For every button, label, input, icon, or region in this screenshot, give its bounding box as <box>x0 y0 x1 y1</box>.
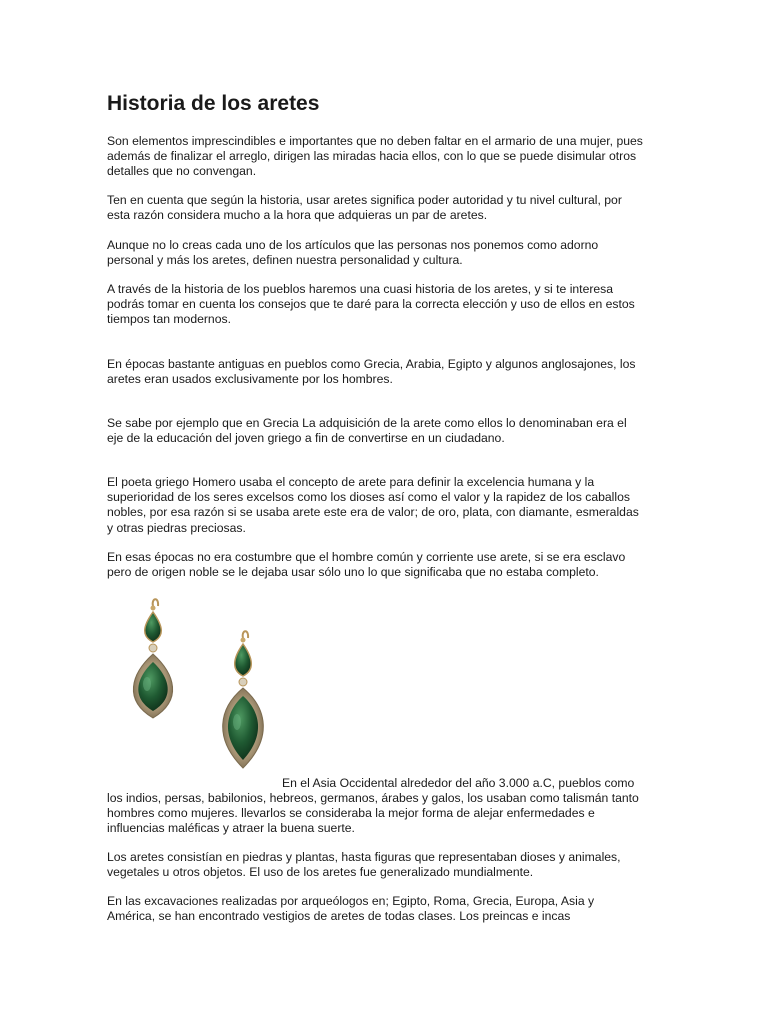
paragraph-1 <box>107 134 667 180</box>
text-line: aretes eran usados exclusivamente por los hombres. <box>107 372 393 387</box>
text-line: tiempos tan modernos. <box>107 312 231 327</box>
text-line: detalles que no convengan. <box>107 164 257 179</box>
paragraph-8 <box>107 550 667 580</box>
paragraph-6 <box>107 416 667 446</box>
text-line: A través de la historia de los pueblos haremos una cuasi historia de los aretes, y si te interesa <box>107 282 614 296</box>
paragraph-3 <box>107 238 667 268</box>
text-line: podrás tomar en cuenta los consejos que te daré para la correcta elección y uso de ellos en estos <box>107 297 635 312</box>
paragraph-11 <box>107 894 667 924</box>
text-line: esta razón considera mucho a la hora que adquieras un par de aretes. <box>107 208 488 223</box>
text-line: En las excavaciones realizadas por arqueólogos en; Egipto, Roma, Grecia, Europa, Asia y <box>107 894 595 908</box>
text-line: Aunque no lo creas cada uno de los artículos que las personas nos ponemos como adorno <box>107 238 599 252</box>
text-line: En épocas bastante antiguas en pueblos como Grecia, Arabia, Egipto y algunos anglosajones, los <box>107 357 636 371</box>
paragraph-5 <box>107 357 667 387</box>
emerald-earrings-illustration <box>125 596 285 778</box>
text-line: pero de origen noble se le dejaba usar sólo uno lo que significaba que no estaba completo. <box>107 565 599 580</box>
text-line: nobles, por esa razón si se usaba arete este era de valor; de oro, plata, con diamante, esmeraldas <box>107 505 639 520</box>
text-line: hombres como mujeres. llevarlos se consideraba la mejor forma de alejar enfermedades e <box>107 806 595 821</box>
text-line: los indios, persas, babilonios, hebreos, germanos, árabes y galos, los usaban como talismán tanto <box>107 791 639 805</box>
right-earring <box>223 631 264 768</box>
text-line: personal y más los aretes, definen nuestra personalidad y cultura. <box>107 253 463 268</box>
earrings-image <box>125 596 285 778</box>
paragraph-2 <box>107 193 667 223</box>
text-line: y otras piedras preciosas. <box>107 520 246 535</box>
paragraph-7 <box>107 475 667 536</box>
text-line: eje de la educación del joven griego a fin de convertirse en un ciudadano. <box>107 431 505 446</box>
text-line: El poeta griego Homero usaba el concepto de arete para definir la excelencia humana y la <box>107 475 595 489</box>
text-line: Son elementos imprescindibles e importantes que no deben faltar en el armario de una mujer, pues <box>107 134 643 148</box>
left-earring <box>133 599 172 718</box>
paragraph-4 <box>107 282 667 328</box>
after-image-first-line: En el Asia Occidental alrededor del año 3.000 a.C, pueblos como <box>282 776 635 790</box>
text-line: América, se han encontrado vestigios de aretes de todas clases. Los preincas e incas <box>107 909 571 924</box>
text-line: además de finalizar el arreglo, dirigen las miradas hacia ellos, con lo que se puede disimular otros <box>107 149 637 164</box>
text-line: Los aretes consistían en piedras y plantas, hasta figuras que representaban dioses y animales, <box>107 850 621 864</box>
text-line: vegetales u otros objetos. El uso de los aretes fue generalizado mundialmente. <box>107 865 534 880</box>
document-title: Historia de los aretes <box>107 92 320 115</box>
text-line: influencias maléficas y atraer la buena suerte. <box>107 821 355 836</box>
text-line: Ten en cuenta que según la historia, usar aretes significa poder autoridad y tu nivel cultural, por <box>107 193 622 207</box>
paragraph-10 <box>107 850 667 880</box>
text-line: Se sabe por ejemplo que en Grecia La adquisición de la arete como ellos lo denominaban era el <box>107 416 627 430</box>
text-line: superioridad de los seres excelsos como los dioses así como el valor y la rapidez de los caballos <box>107 490 630 505</box>
text-line: En esas épocas no era costumbre que el hombre común y corriente use arete, si se era esclavo <box>107 550 626 564</box>
paragraph-9 <box>107 791 667 837</box>
